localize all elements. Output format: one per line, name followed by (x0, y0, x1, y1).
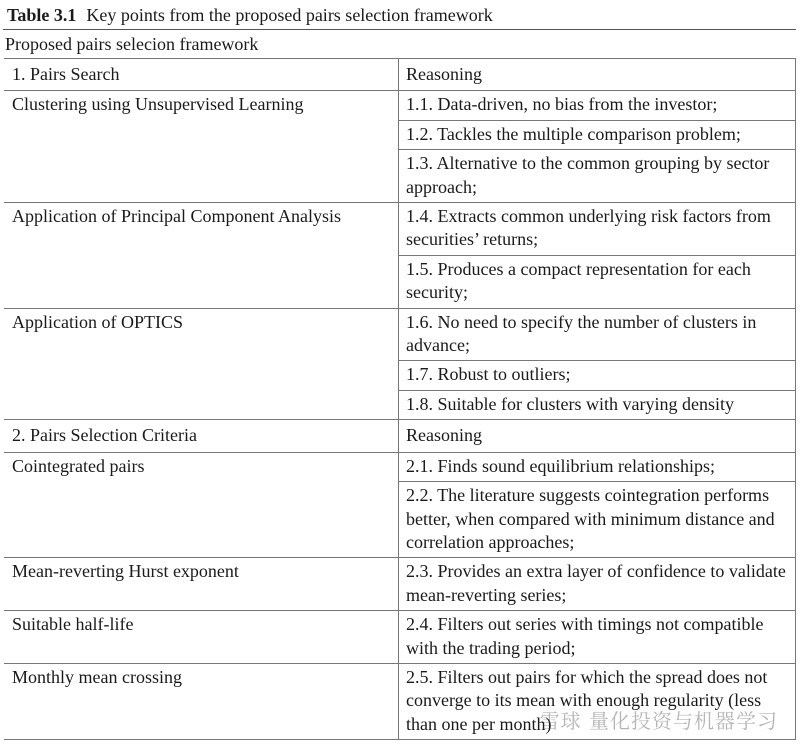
table-row (4, 452, 796, 481)
reasoning-cell: 1.3. Alternative to the common grouping by sector approach; (399, 150, 796, 203)
reasoning-cell: 2.5. Filters out pairs for which the spread does not converge to its mean with enough regularity (less than one per month) (399, 663, 796, 739)
reasoning-cell: 1.5. Produces a compact representation for each security; (399, 255, 796, 308)
watermark: 雪球 量化投资与机器学习 (539, 709, 778, 733)
section-title: 1. Pairs Search (4, 59, 399, 91)
table-body (4, 59, 796, 740)
framework-item: Clustering using Unsupervised Learning (4, 91, 399, 203)
framework-item: Application of Principal Component Analysis (4, 203, 399, 309)
reasoning-cell: 1.2. Tackles the multiple comparison problem; (399, 120, 796, 149)
table-number: Table 3.1 (7, 5, 77, 25)
table-row (4, 611, 796, 664)
table-row (4, 91, 796, 120)
reasoning-cell: 2.1. Finds sound equilibrium relationships; (399, 452, 796, 481)
reasoning-cell: 2.3. Provides an extra layer of confidence to validate mean-reverting series; (399, 558, 796, 611)
section-header-row (4, 420, 796, 452)
framework-item: Suitable half-life (4, 611, 399, 664)
section-header-row (4, 59, 796, 91)
framework-table (4, 58, 796, 740)
reasoning-cell: 1.6. No need to specify the number of clusters in advance; (399, 308, 796, 361)
framework-item: Cointegrated pairs (4, 452, 399, 558)
framework-item: Monthly mean crossing (4, 663, 399, 739)
section-title: 2. Pairs Selection Criteria (4, 420, 399, 452)
reasoning-header: Reasoning (399, 420, 796, 452)
framework-item: Application of OPTICS (4, 308, 399, 420)
table-row (4, 558, 796, 611)
table-row (4, 308, 796, 361)
framework-item: Mean-reverting Hurst exponent (4, 558, 399, 611)
table-subtitle: Proposed pairs selecion framework (5, 34, 259, 54)
reasoning-cell: 2.2. The literature suggests cointegration performs better, when compared with minimum distance and correlation approaches; (399, 482, 796, 558)
reasoning-cell: 2.4. Filters out series with timings not compatible with the trading period; (399, 611, 796, 664)
reasoning-header: Reasoning (399, 59, 796, 91)
reasoning-cell: 1.1. Data-driven, no bias from the investor; (399, 91, 796, 120)
reasoning-cell: 1.7. Robust to outliers; (399, 361, 796, 390)
reasoning-cell: 1.4. Extracts common underlying risk factors from securities’ returns; (399, 203, 796, 256)
caption-rule (3, 29, 796, 30)
reasoning-cell: 1.8. Suitable for clusters with varying density (399, 390, 796, 419)
table-title: Key points from the proposed pairs selection framework (86, 5, 493, 25)
table-caption (7, 2, 493, 28)
table-row (4, 203, 796, 256)
